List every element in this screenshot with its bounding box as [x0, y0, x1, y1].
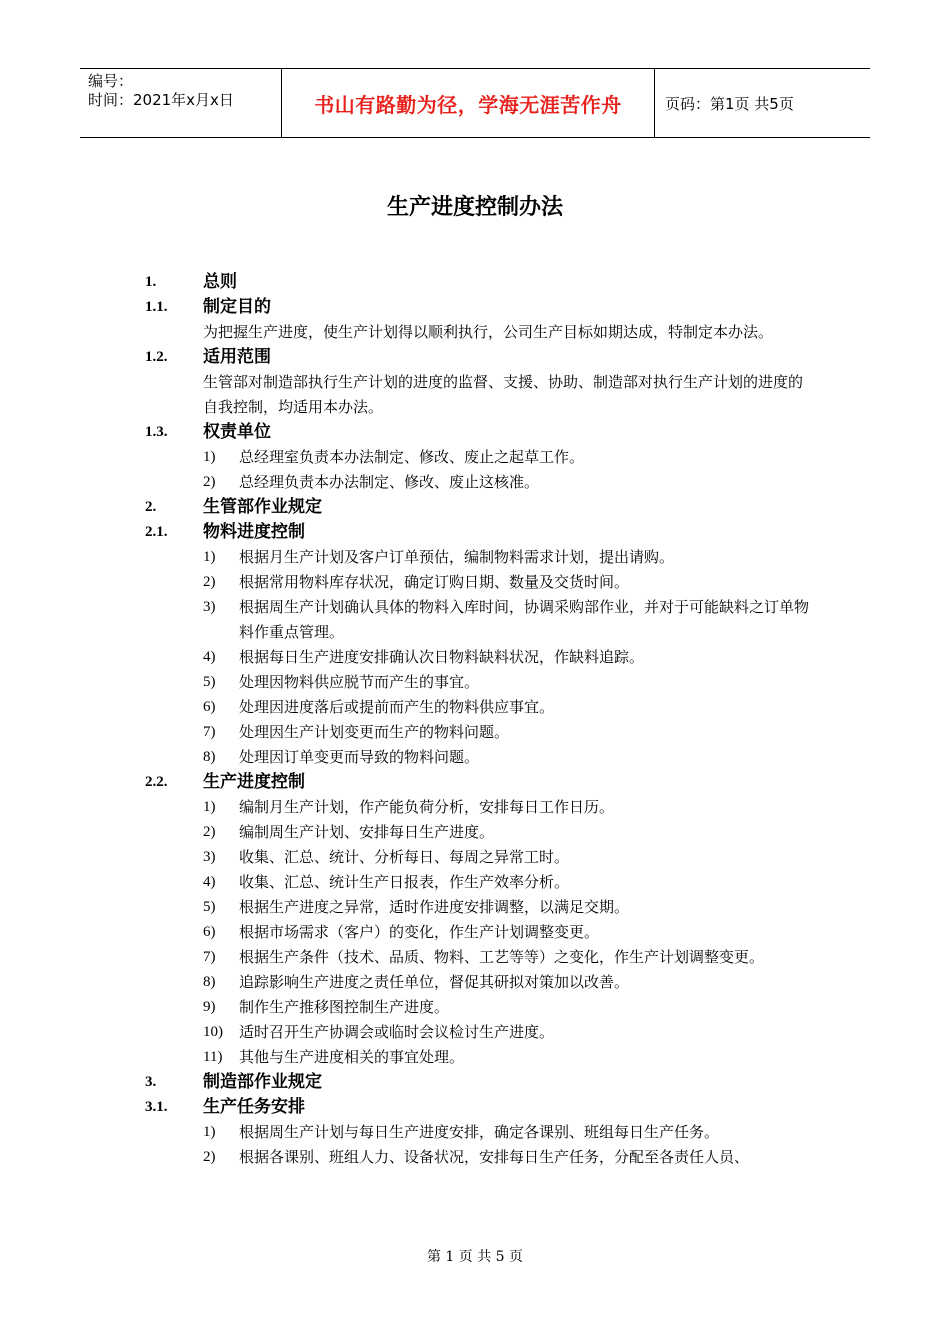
section-number: 3.	[145, 1074, 157, 1090]
section-paragraph: 为把握生产进度，使生产计划得以顺利执行，公司生产目标如期达成，特制定本办法。	[203, 323, 774, 341]
section-title: 制造部作业规定	[203, 1072, 322, 1092]
list-item-number: 8)	[203, 749, 216, 765]
list-item-text: 处理因进度落后或提前而产生的物料供应事宜。	[239, 698, 555, 716]
section-paragraph: 生管部对制造部执行生产计划的进度的监督、支援、协助、制造部对执行生产计划的进度的自我控制，均适用本办法。	[203, 373, 804, 416]
list-item-text: 根据周生产计划确认具体的物料入库时间，协调采购部作业，并对于可能缺料之订单物料作重点管理。	[239, 598, 810, 641]
list-item-number: 10)	[203, 1024, 223, 1040]
list-item-number: 5)	[203, 674, 216, 690]
section-title: 生产任务安排	[203, 1097, 305, 1117]
section-heading	[0, 770, 950, 795]
list-item	[203, 445, 817, 470]
list-item	[203, 945, 817, 970]
header-info-cell	[80, 69, 282, 137]
section-heading	[0, 270, 950, 295]
list-item-number: 1)	[203, 1124, 216, 1140]
section-number: 2.2.	[145, 774, 168, 790]
section-number: 2.1.	[145, 524, 168, 540]
list-item-number: 2)	[203, 574, 216, 590]
list-item-number: 4)	[203, 874, 216, 890]
section-title: 物料进度控制	[203, 522, 305, 542]
section-title: 生管部作业规定	[203, 497, 322, 517]
header-page-info: 页码：第1页 共5页	[665, 94, 794, 113]
list-item-text: 编制周生产计划、安排每日生产进度。	[239, 823, 495, 841]
list-item-number: 7)	[203, 949, 216, 965]
list-item-text: 总经理负责本办法制定、修改、废止这核准。	[239, 473, 540, 491]
list-item-text: 其他与生产进度相关的事宜处理。	[239, 1048, 465, 1066]
page-footer: 第 1 页 共 5 页	[426, 1249, 524, 1265]
list-item-number: 3)	[203, 849, 216, 865]
section-title: 总则	[203, 272, 237, 292]
list-item	[203, 645, 817, 670]
list-item-text: 处理因物料供应脱节而产生的事宜。	[239, 673, 480, 691]
list-item-text: 收集、汇总、统计生产日报表，作生产效率分析。	[239, 873, 570, 891]
list-item-text: 处理因订单变更而导致的物料问题。	[239, 748, 480, 766]
list-item-number: 2)	[203, 474, 216, 490]
list-item	[203, 845, 817, 870]
section-heading	[0, 520, 950, 545]
list-item	[203, 670, 817, 695]
list-item-text: 适时召开生产协调会或临时会议检讨生产进度。	[239, 1023, 555, 1041]
list-item	[203, 995, 817, 1020]
list-item	[203, 695, 817, 720]
section-heading	[0, 495, 950, 520]
list-item-text: 根据月生产计划及客户订单预估，编制物料需求计划，提出请购。	[239, 548, 675, 566]
list-item-number: 6)	[203, 924, 216, 940]
section-title: 生产进度控制	[203, 772, 305, 792]
list-item-number: 9)	[203, 999, 216, 1015]
section-heading	[0, 1070, 950, 1095]
list-item	[203, 570, 817, 595]
header-table	[80, 68, 870, 138]
list-item-text: 根据周生产计划与每日生产进度安排，确定各课别、班组每日生产任务。	[239, 1123, 720, 1141]
list-item-text: 根据各课别、班组人力、设备状况，安排每日生产任务，分配至各责任人员、	[239, 1148, 750, 1166]
list-item-text: 根据市场需求（客户）的变化，作生产计划调整变更。	[239, 923, 600, 941]
document-title: 生产进度控制办法	[386, 195, 563, 220]
list-item-number: 8)	[203, 974, 216, 990]
document-body	[0, 270, 950, 1170]
time-label: 时间：2021年x月x日	[88, 91, 234, 109]
list-item-number: 2)	[203, 824, 216, 840]
section-title: 适用范围	[203, 347, 271, 367]
section-number: 1.2.	[145, 349, 168, 365]
list-item	[203, 545, 817, 570]
list-item-number: 3)	[203, 599, 216, 615]
list-item-text: 编制月生产计划，作产能负荷分析，安排每日工作日历。	[239, 798, 615, 816]
list-item-number: 1)	[203, 799, 216, 815]
list-item	[203, 1045, 817, 1070]
list-item-number: 11)	[203, 1049, 223, 1065]
list-item-text: 追踪影响生产进度之责任单位，督促其研拟对策加以改善。	[239, 973, 630, 991]
list-item-number: 7)	[203, 724, 216, 740]
list-item	[203, 820, 817, 845]
section-heading	[0, 420, 950, 445]
list-item	[203, 920, 817, 945]
list-item-text: 根据常用物料库存状况，确定订购日期、数量及交货时间。	[239, 573, 630, 591]
list-item	[203, 595, 817, 645]
section-number: 1.1.	[145, 299, 168, 315]
list-item-number: 1)	[203, 449, 216, 465]
list-item	[203, 795, 817, 820]
list-item-text: 根据每日生产进度安排确认次日物料缺料状况，作缺料追踪。	[239, 648, 645, 666]
list-item	[203, 1020, 817, 1045]
list-item	[203, 970, 817, 995]
section-number: 1.3.	[145, 424, 168, 440]
header-motto: 书山有路勤为径，学海无涯苦作舟	[282, 69, 655, 137]
section-number: 2.	[145, 499, 157, 515]
section-heading	[0, 345, 950, 370]
list-item-number: 6)	[203, 699, 216, 715]
list-item	[203, 895, 817, 920]
list-item-text: 处理因生产计划变更而生产的物料问题。	[239, 723, 510, 741]
section-number: 1.	[145, 274, 157, 290]
list-item	[203, 745, 817, 770]
section-title: 制定目的	[203, 297, 271, 317]
section-number: 3.1.	[145, 1099, 168, 1115]
list-item-number: 5)	[203, 899, 216, 915]
section-title: 权责单位	[203, 422, 271, 442]
list-item	[203, 1145, 817, 1170]
list-item	[203, 470, 817, 495]
list-item-number: 2)	[203, 1149, 216, 1165]
code-label: 编号：	[88, 72, 134, 90]
list-item-text: 制作生产推移图控制生产进度。	[239, 998, 450, 1016]
list-item-text: 根据生产进度之异常，适时作进度安排调整，以满足交期。	[239, 898, 630, 916]
list-item-number: 1)	[203, 549, 216, 565]
list-item	[203, 870, 817, 895]
list-item	[203, 720, 817, 745]
list-item-number: 4)	[203, 649, 216, 665]
list-item	[203, 1120, 817, 1145]
section-heading	[0, 1095, 950, 1120]
section-heading	[0, 295, 950, 320]
list-item-text: 总经理室负责本办法制定、修改、废止之起草工作。	[239, 448, 585, 466]
list-item-text: 收集、汇总、统计、分析每日、每周之异常工时。	[239, 848, 570, 866]
list-item-text: 根据生产条件（技术、品质、物料、工艺等等）之变化，作生产计划调整变更。	[239, 948, 765, 966]
